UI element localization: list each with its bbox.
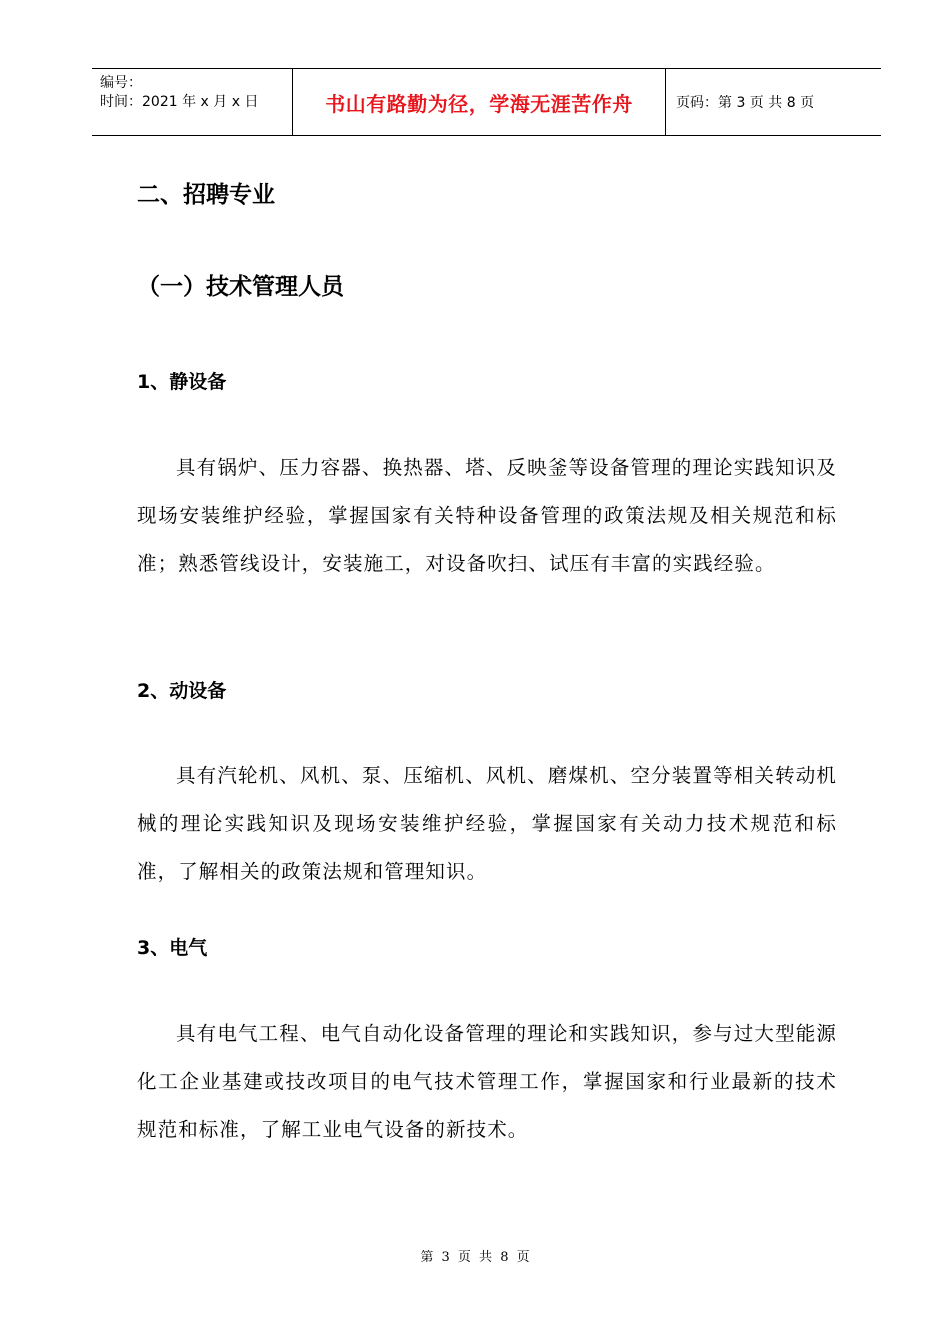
time-label: 时间：2021 年 x 月 x 日 (100, 94, 259, 110)
page-footer: 第 3 页 共 8 页 (420, 1250, 530, 1265)
header-meta-cell (92, 69, 293, 135)
page-header (92, 68, 881, 136)
item-text-rotating-equipment: 具有汽轮机、风机、泵、压缩机、风机、磨煤机、空分装置等相关转动机械的理论实践知识及现场安装维护经验，掌握国家有关动力技术规范和标准，了解相关的政策法规和管理知识。 (137, 764, 837, 883)
header-motto: 书山有路勤为径，学海无涯苦作舟 (293, 69, 666, 135)
subsection-title: （一）技术管理人员 (137, 274, 344, 300)
item-text-static-equipment: 具有锅炉、压力容器、换热器、塔、反映釜等设备管理的理论实践知识及现场安装维护经验，掌握国家有关特种设备管理的政策法规及相关规范和标准；熟悉管线设计，安装施工，对设备吹扫、试压有丰富的实践经验。 (137, 456, 837, 575)
item-title-electrical: 3、电气 (137, 937, 208, 959)
section-title: 二、招聘专业 (137, 182, 275, 208)
item-text-electrical: 具有电气工程、电气自动化设备管理的理论和实践知识，参与过大型能源化工企业基建或技改项目的电气技术管理工作，掌握国家和行业最新的技术规范和标准，了解工业电气设备的新技术。 (137, 1022, 837, 1141)
header-page-label: 页码：第 3 页 共 8 页 (676, 95, 815, 111)
serial-label: 编号： (100, 75, 142, 91)
item-title-static-equipment: 1、静设备 (137, 371, 227, 393)
item-title-rotating-equipment: 2、动设备 (137, 680, 227, 702)
